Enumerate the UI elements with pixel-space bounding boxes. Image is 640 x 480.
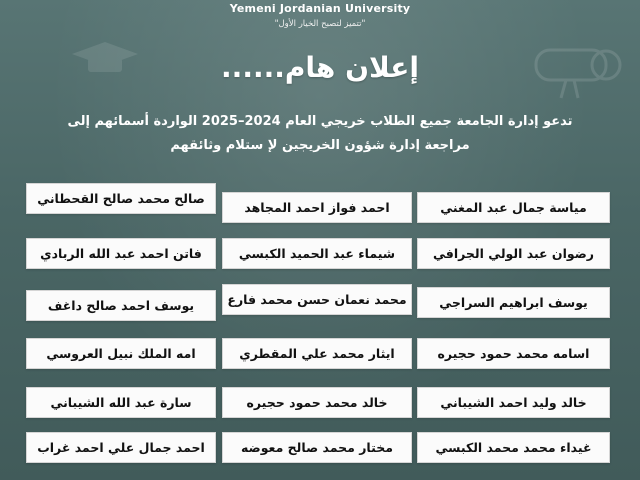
graduate-name: ايثار محمد علي المقطري	[222, 338, 412, 369]
graduate-name: احمد جمال علي احمد غراب	[26, 432, 216, 463]
header	[0, 2, 640, 30]
university-name: Yemeni Jordanian University	[229, 2, 411, 15]
graduate-name: يوسف احمد صالح داغف	[26, 290, 216, 321]
graduate-name: محمد نعمان حسن محمد فارع	[222, 284, 412, 315]
graduate-name: رضوان عبد الولي الجرافي	[417, 238, 610, 269]
announcement-text-line-2: مراجعة إدارة شؤون الخريجين لإ ستلام وثائقهم	[170, 138, 470, 153]
graduate-name: مياسة جمال عبد المغني	[417, 192, 610, 223]
graduate-name: اسامه محمد حمود حجيره	[417, 338, 610, 369]
graduate-name: غيداء محمد محمد الكبسي	[417, 432, 610, 463]
graduate-name: احمد فواز احمد المجاهد	[222, 192, 412, 223]
announcement-text-line-1: تدعو إدارة الجامعة جميع الطلاب خريجي العام 2024–2025 الواردة أسمائهم إلى	[67, 114, 573, 129]
university-slogan: "تتميز لتصبح الخيار الأول"	[274, 19, 366, 29]
graduate-name: خالد محمد حمود حجيره	[222, 387, 412, 418]
graduate-name: امه الملك نبيل العروسي	[26, 338, 216, 369]
graduate-name: فاتن احمد عبد الله الربادي	[26, 238, 216, 269]
announcement-text	[40, 110, 600, 158]
graduate-name: شيماء عبد الحميد الكبسي	[222, 238, 412, 269]
graduate-name: خالد وليد احمد الشيباني	[417, 387, 610, 418]
graduate-name: مختار محمد صالح معوضه	[222, 432, 412, 463]
graduate-name: سارة عبد الله الشيباني	[26, 387, 216, 418]
announcement-title: إعلان هام......	[221, 51, 419, 84]
graduate-name: صالح محمد صالح القحطاني	[26, 183, 216, 214]
graduate-name: يوسف ابراهيم السراجي	[417, 287, 610, 318]
